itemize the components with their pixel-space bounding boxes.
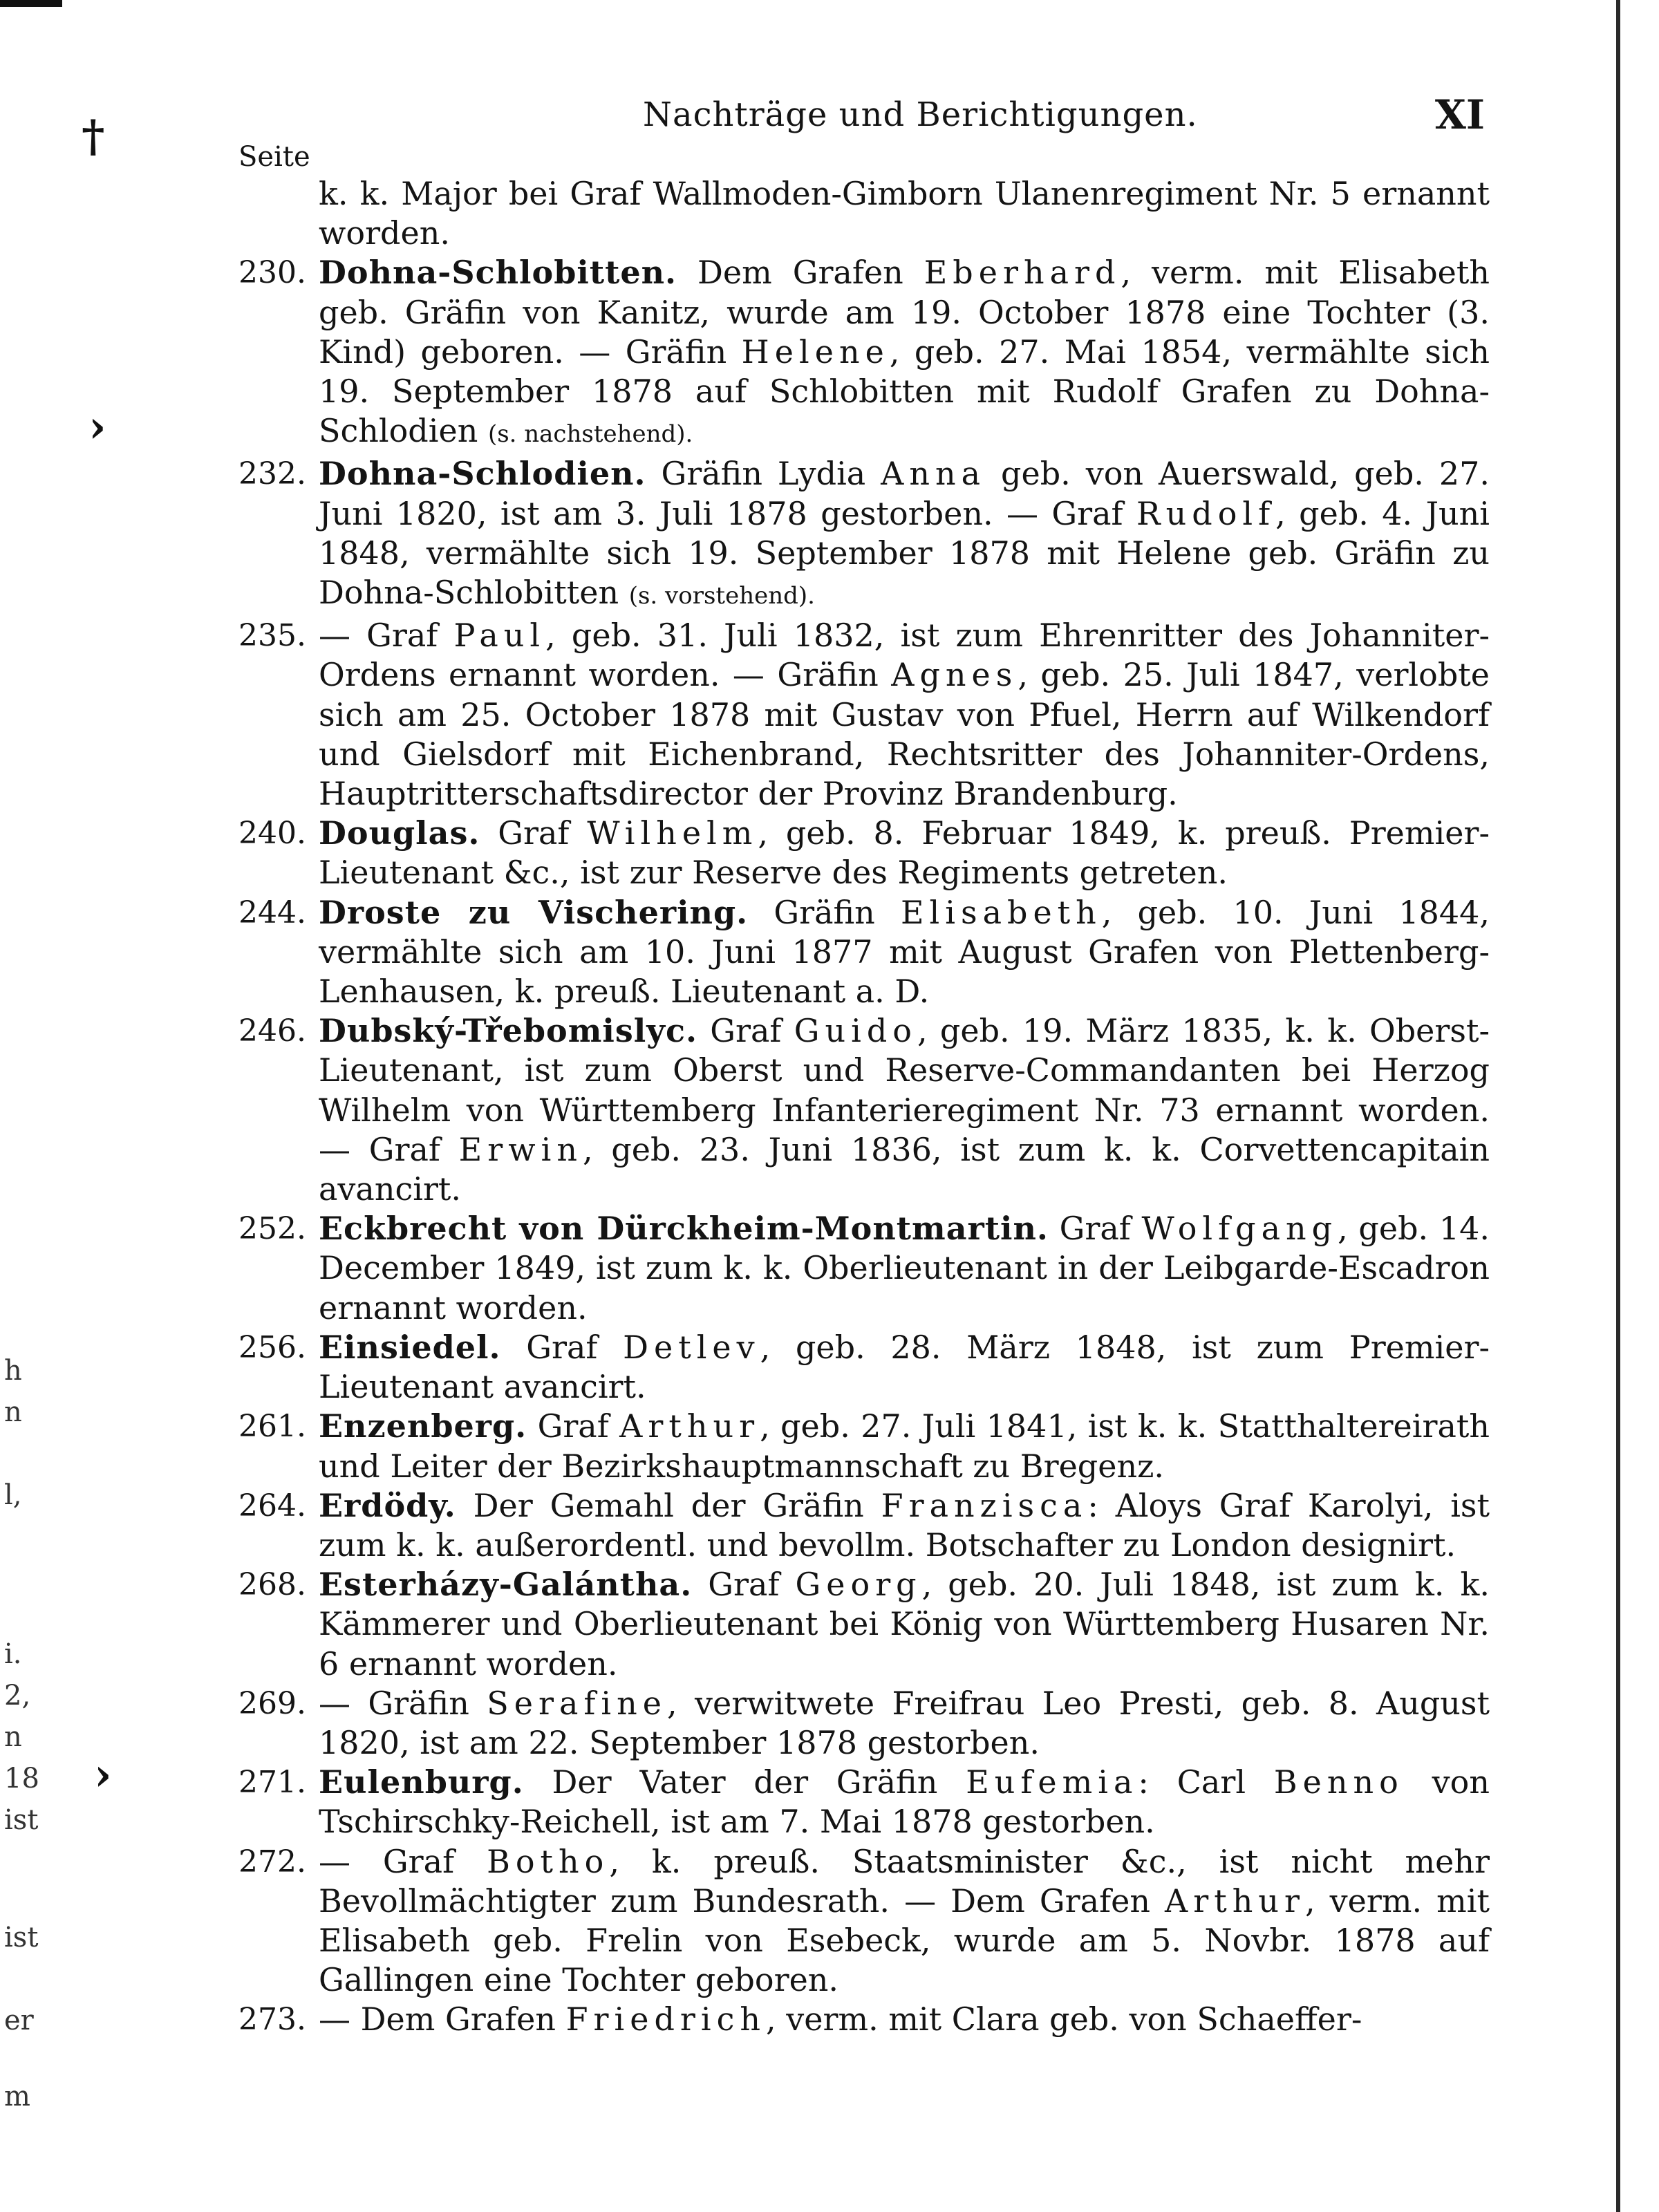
entry-text-part: — Gräfin: [319, 1684, 487, 1722]
entry-person-name: Eufemia: [966, 1763, 1138, 1801]
entry-person-name: Elisabeth: [900, 893, 1102, 931]
entry-text: [319, 1407, 1490, 1485]
entry-page-ref: 246.: [238, 1013, 306, 1049]
entry-text: [319, 1763, 1490, 1841]
entry-item: [238, 1209, 1490, 1328]
entry-text-part: , geb. 8. Februar 1849, k. preuß. Premier-Lieutenant &c., ist zur Reserve des Regiments getreten.: [319, 814, 1490, 892]
entry-person-name: Erwin: [458, 1130, 583, 1168]
entries-list: [238, 174, 1490, 2040]
entry-person-name: Arthur: [1165, 1882, 1305, 1920]
entry-text-part: Graf: [500, 1328, 624, 1366]
entry-item: [238, 1684, 1490, 1763]
entry-page-ref: 230.: [238, 255, 306, 291]
entry-page-ref: 232.: [238, 456, 306, 492]
entry-family-name: Douglas.: [319, 814, 480, 852]
entry-text-part: — Graf: [319, 617, 454, 655]
entry-note: (s. vorstehend).: [628, 582, 815, 610]
entry-family-name: Dohna-Schlodien.: [319, 455, 646, 493]
entry-page-ref: 273.: [238, 2002, 306, 2038]
entry-note: (s. nachstehend).: [487, 420, 693, 449]
entry-text: [319, 1565, 1490, 1684]
entry-person-name: Eberhard: [924, 254, 1121, 292]
entry-person-name: Franzisca: [881, 1486, 1088, 1524]
margin-fragment: i.: [4, 1638, 22, 1670]
entry-text-part: , geb. 27. Mai 1854, vermählte sich 19. September 1878 auf Schlobitten mit Rudolf Grafen zu Dohna-Schlodien: [319, 332, 1490, 450]
entry-text: [319, 1328, 1490, 1407]
entry-person-name: Agnes: [891, 656, 1018, 694]
entry-text-part: Graf: [527, 1407, 620, 1445]
entry-family-name: Einsiedel.: [319, 1328, 501, 1366]
entry-items: [238, 253, 1490, 2039]
entry-person-name: Detlev: [623, 1328, 760, 1366]
entry-person-name: Botho: [487, 1842, 610, 1880]
entry-text: [319, 253, 1490, 454]
entry-page-ref: 244.: [238, 894, 306, 930]
entry-item: [238, 1486, 1490, 1565]
entry-text-part: geb. von Auerswald, geb. 27. Juni 1820, ist am 3. Juli 1878 gestorben. — Graf: [319, 455, 1490, 532]
margin-mark: †: [82, 111, 105, 162]
entry-family-name: Eckbrecht von Dürckheim-Montmartin.: [319, 1210, 1049, 1248]
entry-item: [238, 1763, 1490, 1841]
entry-text-part: , geb. 31. Juli 1832, ist zum Ehrenritter des Johanniter-Ordens ernannt worden. — Gräfin: [319, 617, 1490, 694]
entry-text: [319, 1684, 1490, 1763]
margin-fragment: 18: [4, 1763, 39, 1794]
margin-fragment: m: [4, 2081, 30, 2112]
entry-item: [238, 1407, 1490, 1485]
entry-page-ref: 256.: [238, 1329, 306, 1365]
entry-person-name: Arthur: [619, 1407, 760, 1445]
entry-text-part: — Dem Grafen: [319, 2000, 566, 2038]
entry-item: [238, 814, 1490, 892]
entry-item: [238, 1842, 1490, 2000]
entry-text: [319, 1842, 1490, 2000]
entry-text-part: Gräfin: [748, 893, 901, 931]
entry-text-part: , geb. 28. März 1848, ist zum Premier-Lieutenant avancirt.: [319, 1328, 1490, 1406]
entry-text-part: von Tschirschky-Reichell, ist am 7. Mai 1878 gestorben.: [319, 1763, 1490, 1841]
margin-fragment: n: [4, 1396, 22, 1428]
entry-person-name: Friedrich: [565, 2000, 767, 2038]
entry-text-part: , verwitwete Freifrau Leo Presti, geb. 8. August 1820, ist am 22. September 1878 gestorben.: [319, 1684, 1490, 1761]
entry-item: [238, 1011, 1490, 1209]
entry-page-ref: 235.: [238, 618, 306, 654]
entry-page-ref: 272.: [238, 1844, 306, 1880]
margin-fragment: ist: [4, 1922, 39, 1953]
margin-fragment: er: [4, 2005, 34, 2036]
entry-text-part: — Graf: [319, 1842, 487, 1880]
entry-family-name: Esterházy-Galántha.: [319, 1566, 693, 1604]
entry-text-part: : Aloys Graf Karolyi, ist zum k. k. außerordentl. und bevollm. Botschafter zu London designirt.: [319, 1486, 1490, 1564]
entry-text-part: Der Gemahl der Gräfin: [456, 1486, 881, 1524]
entry-text-part: , k. preuß. Staatsminister &c., ist nicht mehr Bevollmächtigter zum Bundesrath. — Dem Grafen: [319, 1842, 1490, 1920]
entry-text: k. k. Major bei Graf Wallmoden-Gimborn Ulanenregiment Nr. 5 ernannt worden.: [319, 175, 1490, 252]
entry-text-part: , verm. mit Elisabeth geb. Frelin von Esebeck, wurde am 5. Novbr. 1878 auf Gallingen eine Tochter geboren.: [319, 1882, 1490, 1999]
margin-fragment: l,: [4, 1479, 22, 1511]
entry-item: [238, 1328, 1490, 1407]
margin-fragment: 2,: [4, 1680, 31, 1712]
entry-item: [238, 454, 1490, 616]
entry-item: [238, 1565, 1490, 1684]
entry-text-part: Graf: [480, 814, 588, 852]
entry-person-name: Georg: [795, 1566, 922, 1604]
entry-page-ref: 252.: [238, 1211, 306, 1247]
entry-text: [319, 454, 1490, 616]
entry-person-name: Wilhelm: [587, 814, 758, 852]
entry-person-name: Serafine: [487, 1684, 667, 1722]
entry-person-name: Anna: [881, 455, 986, 493]
entry-page-ref: 269.: [238, 1685, 306, 1721]
entry-text: [319, 814, 1490, 892]
running-header: [235, 88, 1493, 144]
entry-text-part: : Carl: [1138, 1763, 1274, 1801]
entry-text-part: , geb. 19. März 1835, k. k. Oberst-Lieutenant, ist zum Oberst und Reserve-Commandanten bei Herzog Wilhelm von Württemberg Infanterieregiment Nr. 73 ernannt worden. — Graf: [319, 1012, 1490, 1168]
entry-continuation: [238, 174, 1490, 253]
entry-text: [319, 616, 1490, 814]
entry-text-part: , geb. 25. Juli 1847, verlobte sich am 25. October 1878 mit Gustav von Pfuel, Herrn auf Wilkendorf und Gielsdorf mit Eichenbrand, Rechtsritter des Johanniter-Ordens, Hauptritterschaftsdirector der Provinz Brandenburg.: [319, 656, 1490, 813]
seite-label: Seite: [238, 141, 310, 173]
entry-family-name: Enzenberg.: [319, 1407, 527, 1445]
entry-person-name: Wolfgang: [1141, 1210, 1338, 1248]
entry-text-part: Dem Grafen: [677, 254, 924, 292]
entry-text-part: , geb. 27. Juli 1841, ist k. k. Statthaltereirath und Leiter der Bezirkshauptmannschaft zu Bregenz.: [319, 1407, 1490, 1485]
entry-page-ref: 261.: [238, 1409, 306, 1445]
entry-person-name: Rudolf: [1136, 494, 1276, 532]
entry-person-name: Helene: [741, 332, 890, 371]
entry-text: [319, 2000, 1490, 2039]
entry-item: [238, 2000, 1490, 2039]
entry-text-part: Graf: [692, 1566, 796, 1604]
page-number: XI: [1434, 91, 1485, 138]
entry-text-part: , geb. 14. December 1849, ist zum k. k. Oberlieutenant in der Leibgarde-Escadron ernannt worden.: [319, 1210, 1490, 1327]
entry-family-name: Eulenburg.: [319, 1763, 524, 1801]
margin-fragment: ist: [4, 1804, 39, 1836]
entry-family-name: Dubský-Třebomislyc.: [319, 1012, 697, 1050]
entry-text-part: , geb. 23. Juni 1836, ist zum k. k. Corvettencapitain avancirt.: [319, 1130, 1490, 1208]
entry-text: [319, 1209, 1490, 1328]
entry-text: [319, 1486, 1490, 1565]
left-margin-bleed: [0, 0, 41, 2212]
entry-text-part: Der Vater der Gräfin: [523, 1763, 966, 1801]
margin-mark: ›: [88, 401, 106, 453]
entry-family-name: Dohna-Schlobitten.: [319, 254, 677, 292]
entry-page-ref: 271.: [238, 1765, 306, 1801]
entry-text-part: , verm. mit Clara geb. von Schaeffer-: [766, 2000, 1362, 2038]
entry-text-part: , geb. 20. Juli 1848, ist zum k. k. Kämmerer und Oberlieutenant bei König von Württemberg Husaren Nr. 6 ernannt worden.: [319, 1566, 1490, 1683]
margin-fragment: h: [4, 1355, 22, 1387]
entry-page-ref: 264.: [238, 1488, 306, 1524]
margin-mark: ›: [94, 1749, 112, 1801]
entry-page-ref: 268.: [238, 1567, 306, 1603]
entry-family-name: Droste zu Vischering.: [319, 893, 749, 931]
entry-text-part: Gräfin Lydia: [646, 455, 881, 493]
entry-text-part: , geb. 4. Juni 1848, vermählte sich 19. September 1878 mit Helene geb. Gräfin zu Dohna-Schlobitten: [319, 494, 1490, 612]
header-title: Nachträge und Berichtigungen.: [643, 95, 1198, 134]
entry-person-name: Paul: [453, 617, 546, 655]
entry-page-ref: 240.: [238, 816, 306, 852]
entry-text-part: Graf: [697, 1012, 794, 1050]
entry-item: [238, 893, 1490, 1012]
entry-family-name: Erdödy.: [319, 1486, 456, 1524]
entry-item: [238, 253, 1490, 454]
margin-fragment: n: [4, 1721, 22, 1753]
entry-text: [319, 893, 1490, 1012]
entry-text-part: , geb. 10. Juni 1844, vermählte sich am 10. Juni 1877 mit August Grafen von Plettenberg-Lenhausen, k. preuß. Lieutenant a. D.: [319, 893, 1490, 1011]
entry-item: [238, 616, 1490, 814]
entry-person-name: Benno: [1273, 1763, 1404, 1801]
entry-text-part: , verm. mit Elisabeth geb. Gräfin von Kanitz, wurde am 19. October 1878 eine Tochter (3. Kind) geboren. — Gräfin: [319, 254, 1490, 371]
entry-text: [319, 1011, 1490, 1209]
entry-person-name: Guido: [794, 1012, 917, 1050]
page-edge-line: [1616, 0, 1620, 2212]
entry-text-part: Graf: [1048, 1210, 1142, 1248]
